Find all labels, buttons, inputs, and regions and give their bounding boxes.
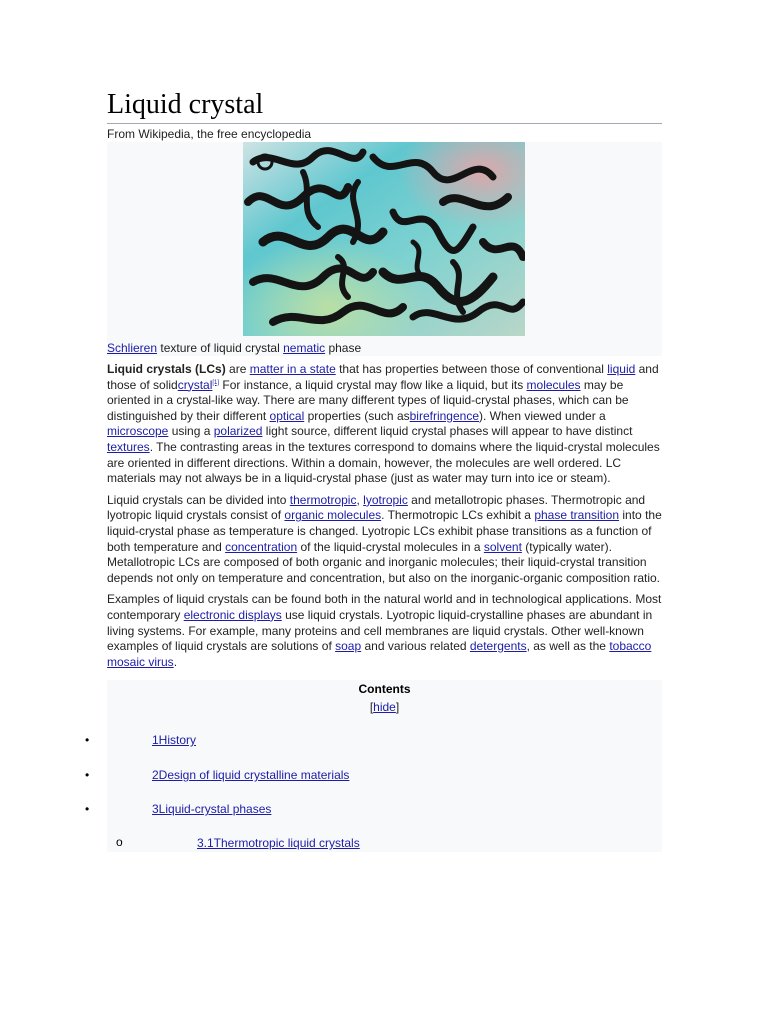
toc-title: Contents xyxy=(358,682,411,697)
optical-link[interactable]: optical xyxy=(269,408,305,423)
article xyxy=(85,88,662,852)
microscope-link[interactable]: microscope xyxy=(107,424,169,439)
schlieren-texture-image[interactable] xyxy=(243,142,525,336)
molecules-link[interactable]: molecules xyxy=(526,377,581,392)
phase-transition-link[interactable]: phase transition xyxy=(534,508,620,523)
reference-1-link[interactable]: [1] xyxy=(212,379,220,386)
toc-bullet: • xyxy=(85,802,90,817)
intro-paragraph-1: Liquid crystals (LCs) are matter in a state that has properties between those of conventional liquid and those of solidcrystal[1] For instance, a liquid crystal may flow like a liquid, but its molecules may be oriented in a crystal-like way. There are many different types of liquid-crystal phases, which can be distinguished by their different optical properties (such asbirefringence). When viewed under a microscope using a polarized light source, different liquid crystal phases will appear to have distinct textures. The contrasting areas in the textures correspond to domains where the liquid-crystal molecules are oriented in different directions. Within a domain, however, the molecules are well ordered. LC materials may not always be in a liquid-crystal phase (just as water may turn into ice or steam). xyxy=(107,362,660,486)
toc-item-design[interactable]: 2Design of liquid crystalline materials xyxy=(152,768,350,783)
tagline: From Wikipedia, the free encyclopedia xyxy=(107,127,312,141)
intro-paragraph-3: Examples of liquid crystals can be found both in the natural world and in technological applications. Most contemporary electronic displays use liquid crystals. Lyotropic liquid-crystalline phases are abundant in living systems. For example, many proteins and cell membranes are liquid crystals. Other well-known examples of liquid crystals are solutions of soap and various related detergents, as well as the tobacco mosaic virus. xyxy=(107,592,662,669)
solvent-link[interactable]: solvent xyxy=(483,539,522,554)
birefringence-link[interactable]: birefringence xyxy=(409,408,479,423)
image-caption: Schlieren texture of liquid crystal nematic phase xyxy=(107,341,362,355)
toc-toggle: [hide] xyxy=(369,700,400,715)
page-title: Liquid crystal xyxy=(107,88,662,124)
organic-molecules-link[interactable]: organic molecules xyxy=(284,508,382,523)
thermotropic-link[interactable]: thermotropic xyxy=(289,492,357,507)
concentration-link[interactable]: concentration xyxy=(225,539,298,554)
toc-item-history[interactable]: 1History xyxy=(152,733,197,748)
polarized-link[interactable]: polarized xyxy=(213,424,263,439)
toc-sub-bullet: o xyxy=(116,835,123,850)
lyotropic-link[interactable]: lyotropic xyxy=(363,492,408,507)
soap-link[interactable]: soap xyxy=(335,639,362,654)
nematic-link[interactable]: nematic xyxy=(283,341,326,355)
electronic-displays-link[interactable]: electronic displays xyxy=(183,607,282,622)
intro-paragraph-2: Liquid crystals can be divided into thermotropic, lyotropic and metallotropic phases. Thermotropic and lyotropic liquid crystals consist of organic molecules. Thermotropic LCs exhibit a phase transition into the liquid-crystal phase as temperature is changed. Lyotropic LCs exhibit phase transitions as a function of both temperature and concentration of the liquid-crystal molecules in a solvent (typically water). Metallotropic LCs are composed of both organic and inorganic molecules; their liquid-crystal transition depends not only on temperature and concentration, but also on the inorganic-organic composition ratio. xyxy=(107,492,662,585)
crystal-link[interactable]: crystal xyxy=(177,377,213,392)
toc-bullet: • xyxy=(85,768,90,783)
matter-in-a-state-link[interactable]: matter in a state xyxy=(249,362,336,376)
detergents-link[interactable]: detergents xyxy=(469,639,527,654)
textures-link[interactable]: textures xyxy=(107,439,150,454)
toc-item-phases[interactable]: 3Liquid-crystal phases xyxy=(152,802,272,817)
toc-item-thermotropic[interactable]: 3.1Thermotropic liquid crystals xyxy=(197,836,360,851)
schlieren-link[interactable]: Schlieren xyxy=(107,341,158,355)
toc-bullet: • xyxy=(85,733,90,748)
infobox xyxy=(107,142,662,356)
liquid-link[interactable]: liquid xyxy=(607,362,636,376)
tobacco-mosaic-virus-link[interactable]: tobacco mosaic virus xyxy=(107,639,652,669)
table-of-contents xyxy=(85,680,662,852)
toc-hide-link[interactable]: hide xyxy=(373,700,396,715)
